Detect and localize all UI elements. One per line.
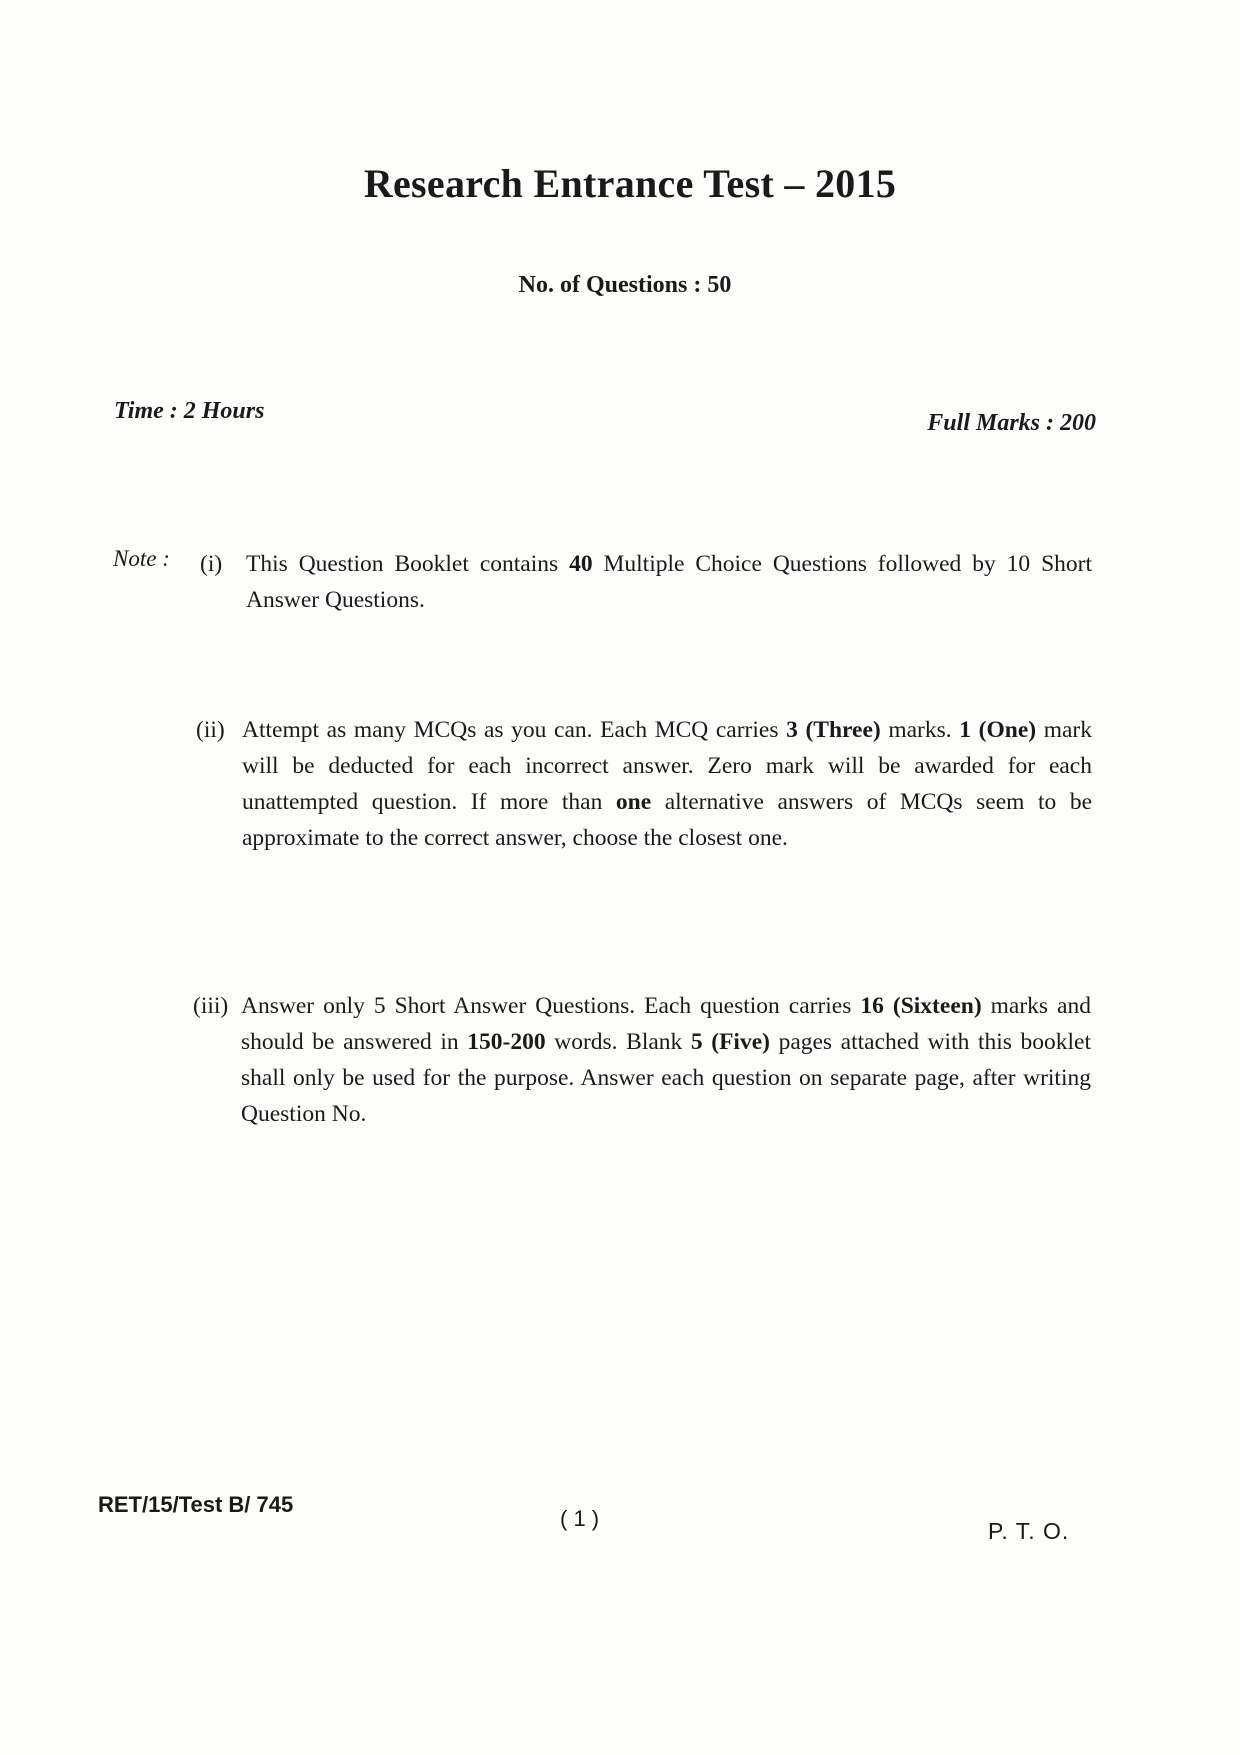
note-item-number: (ii) [196,717,225,743]
note-item-1 [200,546,1092,618]
meta-row [114,398,1096,438]
note-item-text [242,712,1092,856]
note-item-text [241,988,1091,1132]
please-turn-over: P. T. O. [988,1518,1070,1544]
time-allowed: Time : 2 Hours [114,398,265,424]
text-run: words. Blank [545,1029,691,1055]
page-title: Research Entrance Test – 2015 [363,161,897,206]
bold-text: 5 (Five) [690,1029,770,1055]
bold-text: 150-200 [467,1029,546,1055]
note-label: Note : [113,546,170,571]
text-run: Answer only 5 Short Answer Questions. Each question carries [241,993,861,1019]
note-item-2 [196,712,1092,856]
bold-text: one [615,789,652,815]
text-run: pages attached with this booklet shall only be used for the purpose. Answer each question on separate page, after writing Question No. [241,1029,1091,1127]
text-run: Multiple Choice Questions followed by 10 Short Answer Questions. [246,551,1092,613]
note-item-text [246,546,1092,618]
note-item-number: (i) [200,551,223,577]
page-number: ( 1 ) [560,1506,600,1531]
text-run: marks. [880,717,960,743]
bold-text: 40 [569,551,593,577]
text-run: This Question Booklet contains [246,551,570,577]
bold-text: 3 (Three) [786,717,881,743]
text-run: Attempt as many MCQs as you can. Each MCQ carries [242,717,787,743]
bold-text: 1 (One) [959,717,1037,743]
text-run: mark will be deducted for each incorrect answer. Zero mark will be awarded for each unattempted question. If more than [242,717,1092,815]
note-item-number: (iii) [193,993,229,1019]
text-run: alternative answers of MCQs seem to be approximate to the correct answer, choose the closest one. [242,789,1092,851]
number-of-questions: No. of Questions : 50 [518,272,732,298]
full-marks: Full Marks : 200 [927,410,1096,436]
bold-text: 16 (Sixteen) [860,993,982,1019]
text-run: marks and should be answered in [241,993,1091,1055]
note-item-3 [193,988,1091,1132]
test-code: RET/15/Test B/ 745 [98,1492,294,1517]
